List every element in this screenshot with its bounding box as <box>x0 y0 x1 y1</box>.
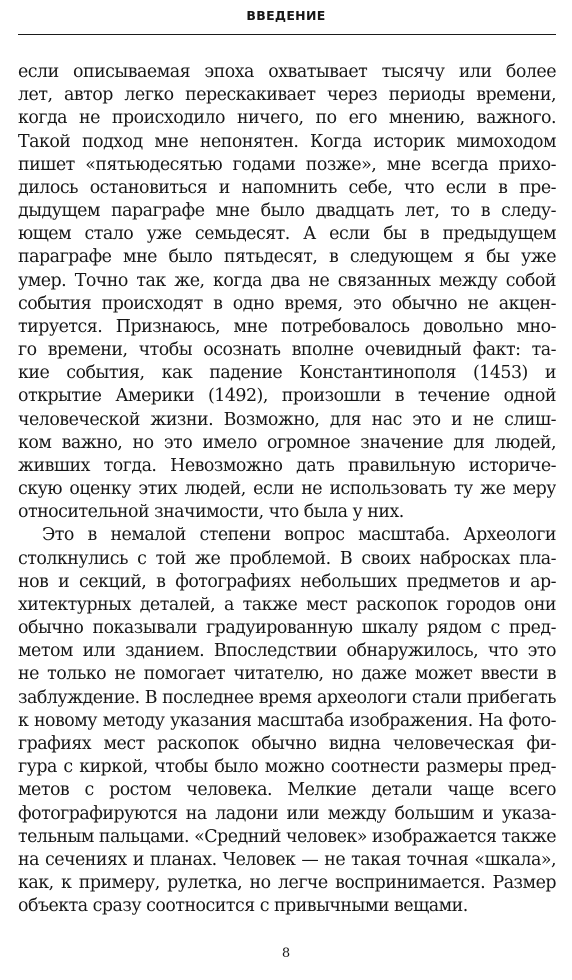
text-line: кие события, как падение Константинополя (1453) и <box>18 363 556 384</box>
text-line: столкнулись с той же проблемой. В своих набросках пла- <box>18 548 556 569</box>
text-line: хитектурных деталей, а также мест раскопок городов они <box>18 594 556 615</box>
text-line: гура с киркой, чтобы было можно соотнести размеры пред- <box>18 757 556 778</box>
text-line: события происходят в одно время, это обычно не акцен- <box>18 293 556 314</box>
text-line: го времени, чтобы осознать вполне очевидный факт: та- <box>18 340 556 361</box>
text-line: на сечениях и планах. Человек — не такая точная «шкала», <box>18 849 556 870</box>
text-line: заблуждение. В последнее время археологи стали прибегать <box>18 687 556 708</box>
text-line: умер. Точно так же, когда два не связанных между собой <box>18 270 556 291</box>
text-line: ком важно, но это имело огромное значение для людей, <box>18 432 556 453</box>
text-line: тельным пальцами. «Средний человек» изображается также <box>18 826 556 847</box>
text-line: объекта сразу соотносится с привычными вещами. <box>18 896 468 917</box>
text-line: метов с ростом человека. Мелкие детали чаще всего <box>18 780 556 801</box>
text-line: Такой подход мне непонятен. Когда историк мимоходом <box>18 131 556 152</box>
text-line: относительной значимости, что была у них. <box>18 502 404 523</box>
text-line: не только не помогает читателю, но даже может ввести в <box>18 664 556 685</box>
text-line: если описываемая эпоха охватывает тысячу или более <box>18 62 556 82</box>
text-line: параграфе мне было пятьдесят, в следующем я бы уже <box>18 247 556 268</box>
text-line: дыдущем параграфе мне было двадцать лет, то в следу- <box>18 201 556 222</box>
text-line: обычно показывали градуированную шкалу рядом с пред- <box>18 618 556 639</box>
page-number: 8 <box>281 946 291 961</box>
text-line: графиях мест раскопок обычно видна человеческая фи- <box>18 733 556 754</box>
text-line: человеческой жизни. Возможно, для нас это и не слиш- <box>18 409 556 430</box>
text-line: как, к примеру, рулетка, но легче воспринимается. Размер <box>18 873 556 894</box>
text-line: пишет «пятьюдесятью годами позже», мне всегда прихо- <box>18 154 556 175</box>
text-line: тируется. Признаюсь, мне потребовалось довольно мно- <box>18 316 556 337</box>
text-line: Это в немалой степени вопрос масштаба. Археологи <box>42 525 556 546</box>
text-line: к новому методу указания масштаба изображения. На фото- <box>18 710 556 731</box>
text-line: ющем стало уже семьдесят. А если бы в предыдущем <box>18 224 556 245</box>
text-line: лет, автор легко перескакивает через периоды времени, <box>18 85 556 106</box>
text-line: метом или зданием. Впоследствии обнаружилось, что это <box>18 641 556 662</box>
header-rule <box>18 34 556 35</box>
text-line: скую оценку этих людей, если не использовать ту же меру <box>18 479 556 500</box>
running-head-title: ВВЕДЕНИЕ <box>246 8 326 23</box>
body-text <box>18 61 556 918</box>
text-line: открытие Америки (1492), произошли в течение одной <box>18 386 556 407</box>
text-line: фотографируются на ладони или между большим и указа- <box>18 803 556 824</box>
text-line: живших тогда. Невозможно дать правильную историче- <box>18 455 556 476</box>
text-line: нов и секций, в фотографиях небольших предметов и ар- <box>18 571 556 592</box>
text-line: дилось остановиться и напомнить себе, что если в пре- <box>18 177 556 198</box>
text-line: когда не происходило ничего, по его мнению, важного. <box>18 108 556 129</box>
